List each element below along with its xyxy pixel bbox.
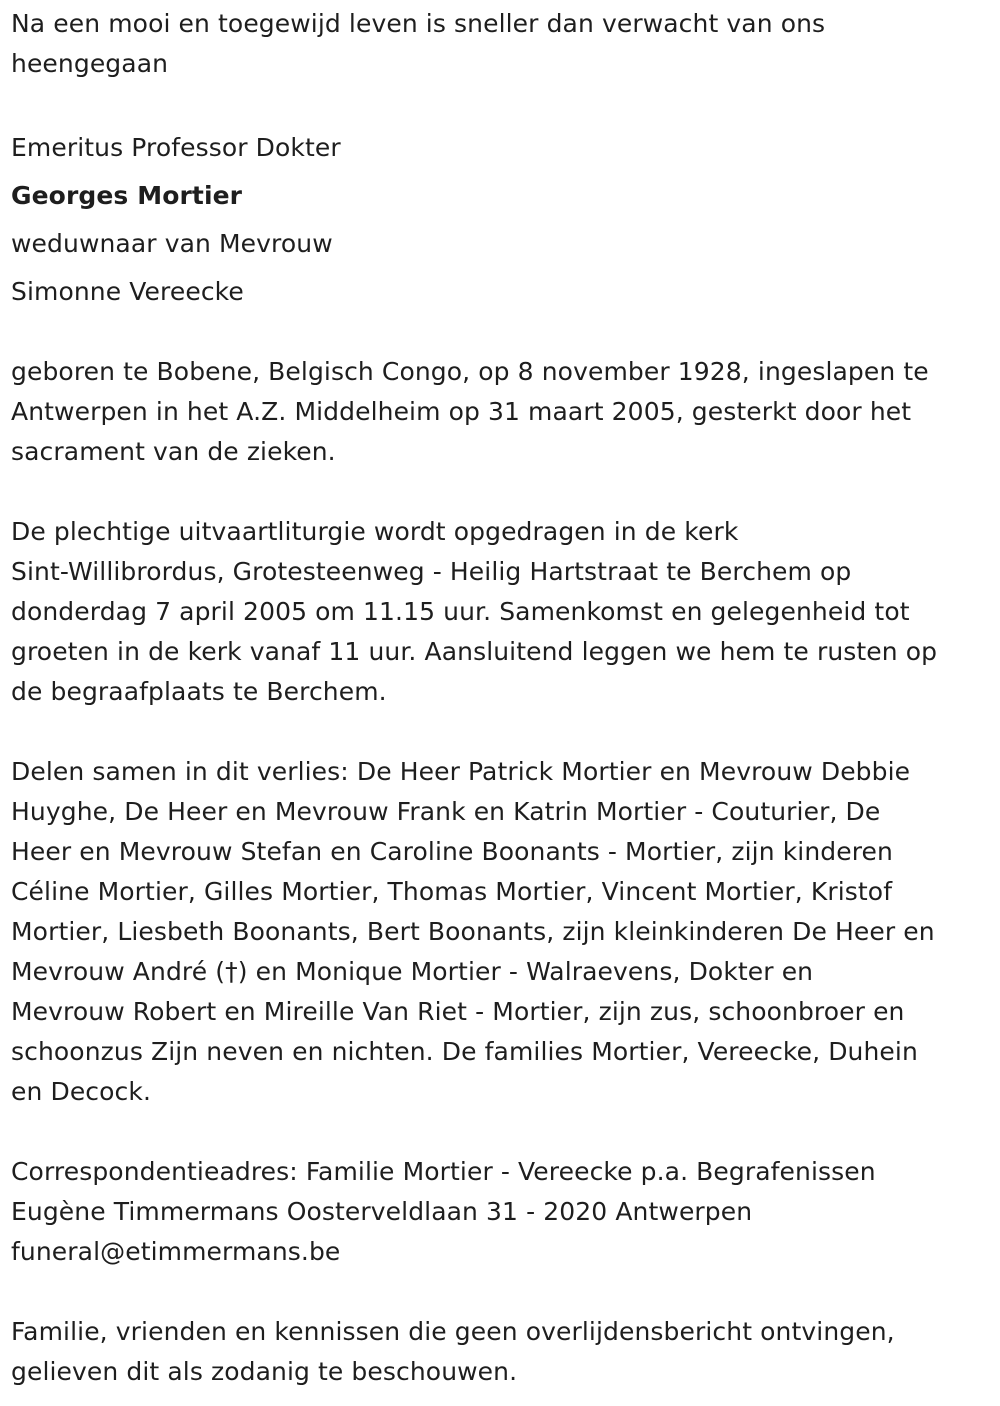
spouse-name: Simonne Vereecke bbox=[11, 277, 244, 306]
correspondence-line: Correspondentieadres: Familie Mortier - Vereecke p.a. Begrafenissen bbox=[11, 1157, 876, 1186]
closing-line: gelieven dit als zodanig te beschouwen. bbox=[11, 1357, 518, 1386]
spacer bbox=[11, 84, 1000, 124]
funeral-line: De plechtige uitvaartliturgie wordt opgedragen in de kerk bbox=[11, 517, 739, 546]
family-line: Huyghe, De Heer en Mevrouw Frank en Katrin Mortier - Couturier, De bbox=[11, 797, 881, 826]
spacer bbox=[11, 316, 1000, 352]
spacer bbox=[11, 1112, 1000, 1152]
family-line: en Decock. bbox=[11, 1077, 152, 1106]
correspondence-paragraph bbox=[11, 1152, 1000, 1272]
birth-line: sacrament van de zieken. bbox=[11, 437, 336, 466]
deceased-name: Georges Mortier bbox=[11, 181, 243, 210]
name-block bbox=[11, 124, 1000, 316]
family-line: Mevrouw Robert en Mireille Van Riet - Mortier, zijn zus, schoonbroer en bbox=[11, 997, 905, 1026]
family-line: Mortier, Liesbeth Boonants, Bert Boonants, zijn kleinkinderen De Heer en bbox=[11, 917, 935, 946]
birth-line: Antwerpen in het A.Z. Middelheim op 31 maart 2005, gesterkt door het bbox=[11, 397, 912, 426]
funeral-line: Sint-Willibrordus, Grotesteenweg - Heilig Hartstraat te Berchem op bbox=[11, 557, 852, 586]
closing-line: Familie, vrienden en kennissen die geen overlijdensbericht ontvingen, bbox=[11, 1317, 895, 1346]
family-paragraph bbox=[11, 752, 1000, 1112]
correspondence-email: funeral@etimmermans.be bbox=[11, 1237, 341, 1266]
funeral-line: groeten in de kerk vanaf 11 uur. Aansluitend leggen we hem te rusten op bbox=[11, 637, 938, 666]
funeral-line: donderdag 7 april 2005 om 11.15 uur. Samenkomst en gelegenheid tot bbox=[11, 597, 910, 626]
widower-of: weduwnaar van Mevrouw bbox=[11, 229, 333, 258]
intro-paragraph bbox=[11, 4, 1000, 84]
correspondence-line: Eugène Timmermans Oosterveldlaan 31 - 2020 Antwerpen bbox=[11, 1197, 753, 1226]
family-line: Céline Mortier, Gilles Mortier, Thomas Mortier, Vincent Mortier, Kristof bbox=[11, 877, 893, 906]
academic-title: Emeritus Professor Dokter bbox=[11, 133, 341, 162]
birth-line: geboren te Bobene, Belgisch Congo, op 8 november 1928, ingeslapen te bbox=[11, 357, 929, 386]
family-line: Delen samen in dit verlies: De Heer Patrick Mortier en Mevrouw Debbie bbox=[11, 757, 911, 786]
funeral-paragraph bbox=[11, 512, 1000, 712]
family-line: schoonzus Zijn neven en nichten. De families Mortier, Vereecke, Duhein bbox=[11, 1037, 918, 1066]
birth-paragraph bbox=[11, 352, 1000, 472]
intro-line: heengegaan bbox=[11, 49, 169, 78]
spacer bbox=[11, 712, 1000, 752]
closing-paragraph bbox=[11, 1312, 1000, 1392]
funeral-line: de begraafplaats te Berchem. bbox=[11, 677, 387, 706]
family-line: Mevrouw André (†) en Monique Mortier - Walraevens, Dokter en bbox=[11, 957, 814, 986]
spacer bbox=[11, 1272, 1000, 1312]
spacer bbox=[11, 472, 1000, 512]
family-line: Heer en Mevrouw Stefan en Caroline Boonants - Mortier, zijn kinderen bbox=[11, 837, 893, 866]
intro-line: Na een mooi en toegewijd leven is sneller dan verwacht van ons bbox=[11, 9, 826, 38]
